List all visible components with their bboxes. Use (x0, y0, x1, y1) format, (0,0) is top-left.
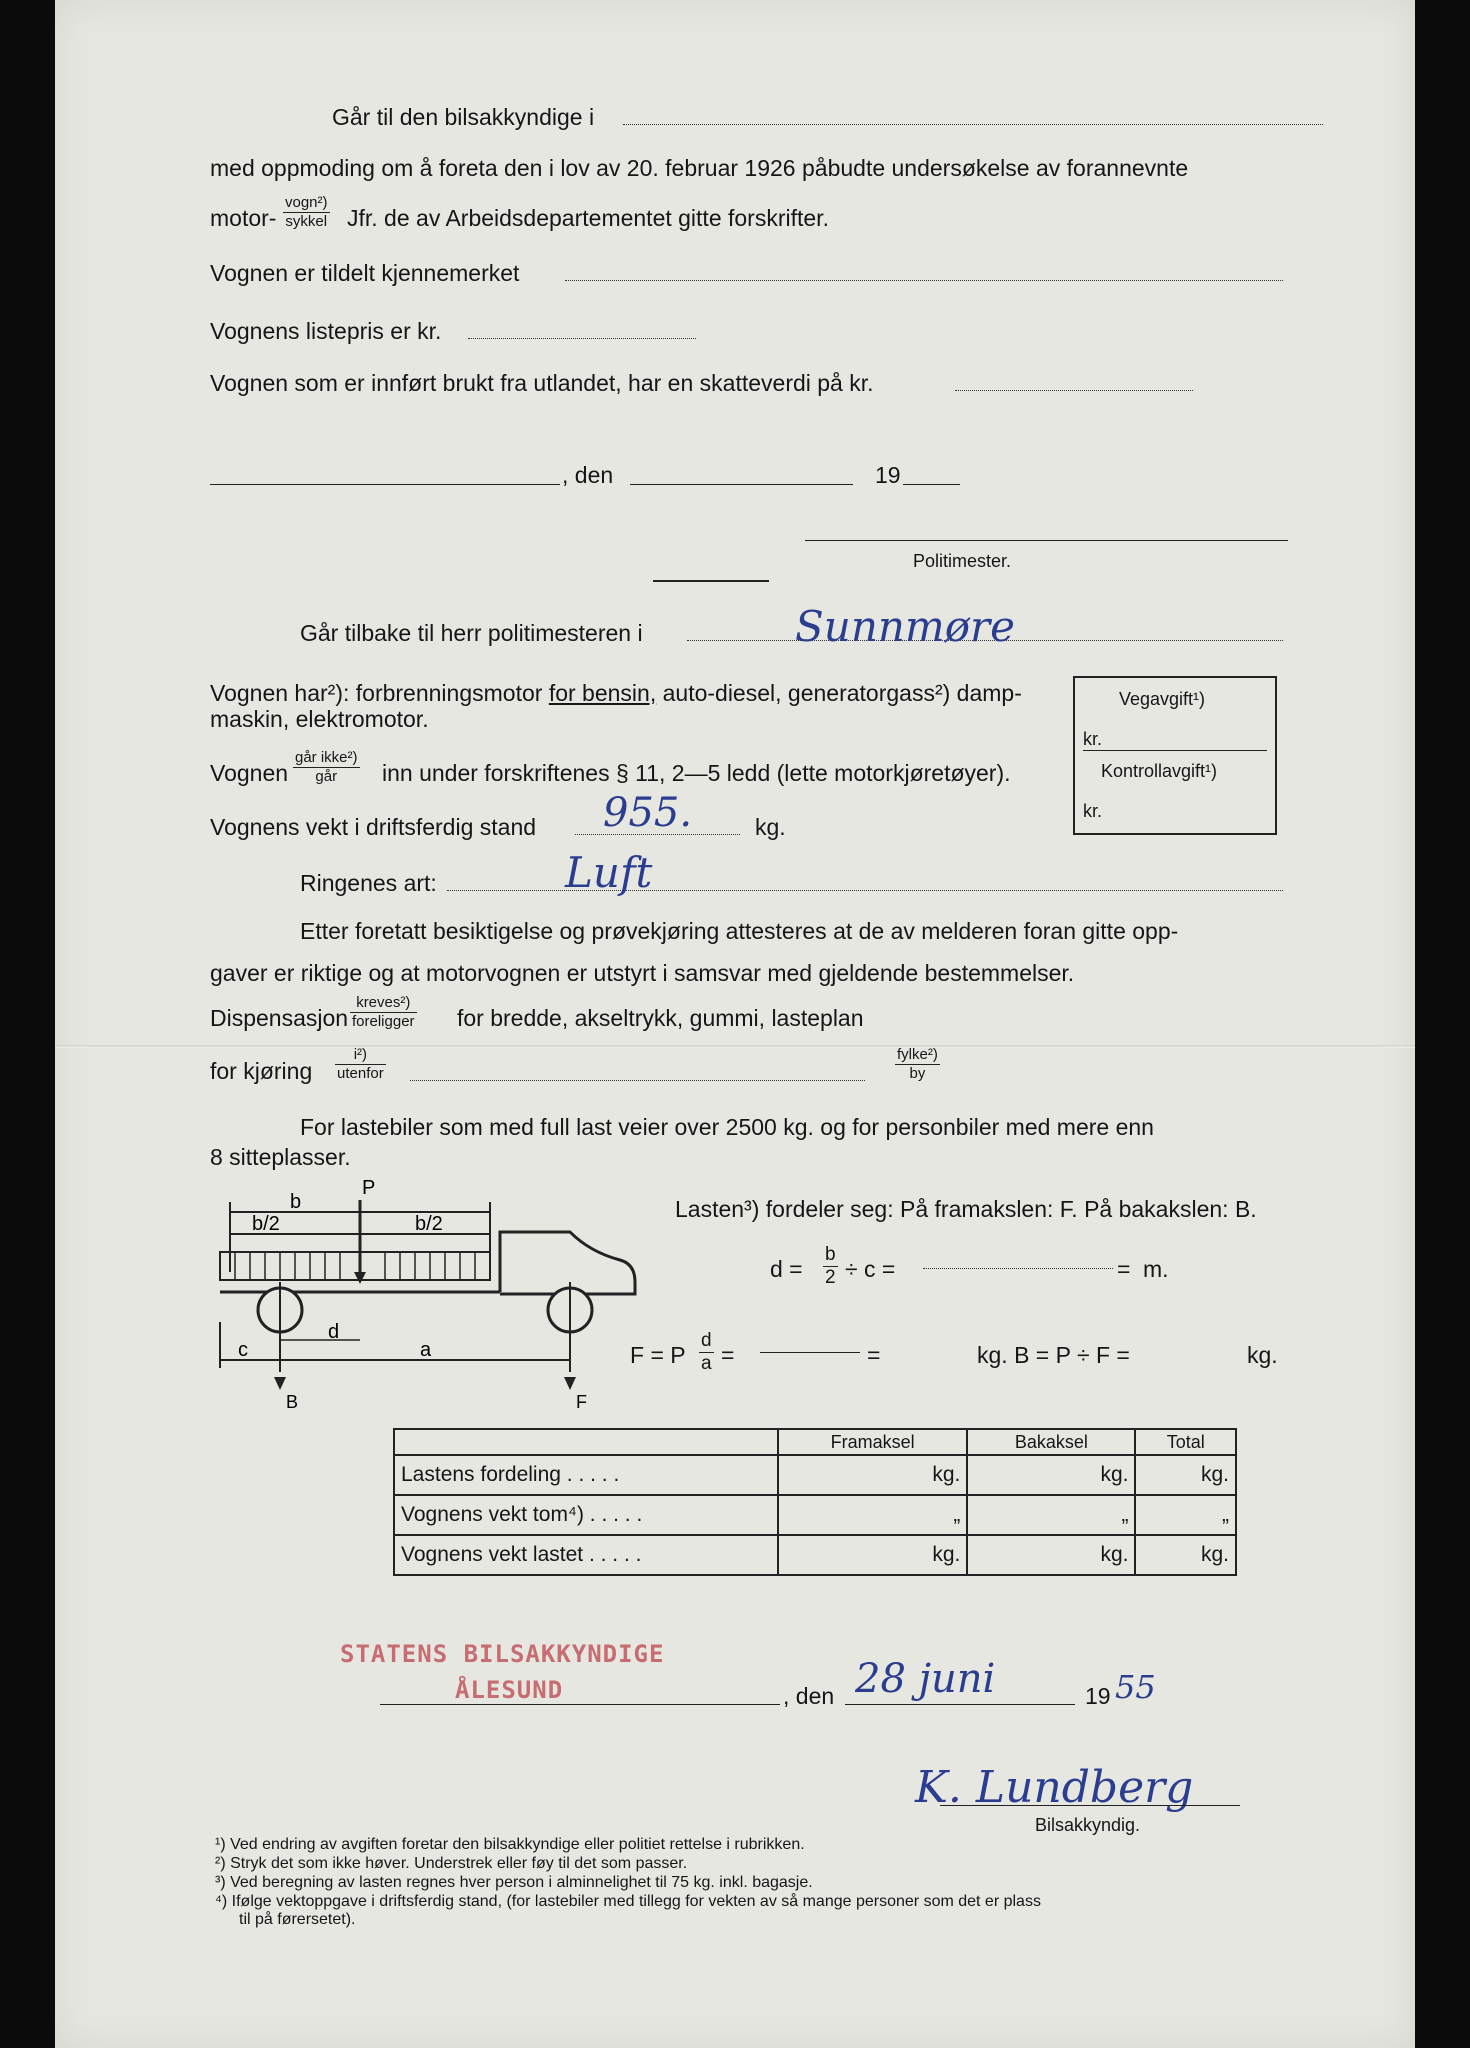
cell-framaksel[interactable]: kg. (778, 1455, 967, 1495)
footnote-3 (215, 1874, 813, 1891)
frac-gar-ikke: går ikke²) (295, 749, 358, 766)
driving-area-field[interactable] (410, 1080, 865, 1081)
cargo-bed (220, 1252, 490, 1280)
cell-total[interactable]: kg. (1135, 1455, 1236, 1495)
control-fee-kr: kr. (1083, 801, 1103, 821)
frac-by: by (909, 1065, 926, 1082)
engine-type-options: auto-diesel, generatorgass²) damp- (662, 680, 1022, 706)
list-price-label: Vognens listepris er kr. (210, 318, 442, 344)
header-bakaksel: Bakaksel (967, 1429, 1135, 1455)
sign-date-field[interactable] (845, 1704, 1075, 1705)
road-tax-kr: kr. (1083, 729, 1103, 749)
header-framaksel: Framaksel (778, 1429, 967, 1455)
date-den-label: , den (562, 462, 614, 488)
year-field[interactable] (903, 484, 960, 485)
politimester-signature-line[interactable] (805, 540, 1288, 541)
frac-d: d (701, 1330, 712, 1351)
footnote-text: Ifølge vektoppgave i driftsferdig stand, (for lastebiler med tillegg for vekten av så mange personer som det er plass (231, 1893, 1041, 1910)
formula-d-right: = (1117, 1256, 1131, 1282)
tax-value-field[interactable] (955, 390, 1193, 391)
truck-cab (500, 1232, 635, 1294)
attest-line-1: Etter foretatt besiktigelse og prøvekjøring attesteres at de av melderen foran gitte opp- (300, 918, 1179, 944)
header-blank (394, 1429, 778, 1455)
cell-framaksel[interactable]: „ (778, 1495, 967, 1535)
tyres-label: Ringenes art: (300, 870, 437, 896)
dispensation-label: Dispensasjon (210, 1005, 349, 1031)
frac-i: i²) (335, 1046, 386, 1065)
engine-line-b: maskin, elektromotor. (210, 706, 429, 732)
vogn-sykkel-fraction (283, 194, 330, 231)
table-row (394, 1495, 1236, 1535)
handwritten-weight: 955. (603, 790, 693, 836)
regulation-paragraph: inn under forskriftenes § 11, 2—5 ledd (lette motorkjøretøyer). (382, 760, 1011, 786)
motor-prefix: motor- (210, 205, 277, 231)
year-prefix: 19 (875, 462, 901, 488)
footnote-1 (215, 1836, 805, 1853)
b-over-2-fraction (823, 1244, 838, 1289)
cell-bakaksel[interactable]: kg. (967, 1455, 1135, 1495)
formula-f-field[interactable] (760, 1352, 860, 1353)
load-arrowhead (354, 1272, 366, 1284)
footnote-text: Ved beregning av lasten regnes hver person i alminnelighet til 75 kg. inkl. bagasje. (230, 1874, 813, 1891)
formula-d-mid: ÷ c = (845, 1256, 896, 1282)
d-over-a-fraction (699, 1330, 714, 1375)
label-d: d (328, 1321, 340, 1343)
cell-framaksel[interactable]: kg. (778, 1535, 967, 1575)
frac-fylke: fylke²) (897, 1046, 938, 1063)
driving-label: for kjøring (210, 1058, 313, 1084)
weight-label: Vognens vekt i driftsferdig stand (210, 814, 537, 840)
label-P: P (362, 1177, 376, 1199)
label-b-half-right: b/2 (415, 1213, 443, 1235)
sign-year-prefix: 19 (1085, 1683, 1111, 1709)
handwritten-tyres: Luft (565, 848, 653, 897)
sign-den-label: , den (783, 1683, 835, 1709)
footnote-4-cont (239, 1911, 355, 1928)
arrow-F (564, 1377, 576, 1390)
truck-text-2: 8 sitteplasser. (210, 1144, 351, 1170)
axle-load-diagram (210, 1172, 650, 1412)
request-text: med oppmoding om å foreta den i lov av 20. februar 1926 påbudte undersøkelse av forannevnte (210, 155, 1189, 181)
stamp-line-1: STATENS BILSAKKYNDIGE (340, 1640, 665, 1668)
frac-foreligger: foreligger (352, 1013, 415, 1030)
weight-unit: kg. (755, 814, 786, 840)
frac-2: 2 (825, 1267, 836, 1288)
table-row (394, 1455, 1236, 1495)
formula-b: kg. B = P ÷ F = (977, 1342, 1130, 1368)
truck-text-1: For lastebiler som med full last veier over 2500 kg. og for personbiler med mere enn (300, 1114, 1154, 1140)
engine-type-label: Vognen har²): forbrenningsmotor (210, 680, 543, 706)
handwritten-year: 55 (1115, 1668, 1156, 1706)
i-utenfor-fraction (335, 1046, 386, 1083)
dispensation-text: for bredde, akseltrykk, gummi, lasteplan (457, 1005, 864, 1031)
formula-b-unit: kg. (1247, 1342, 1278, 1368)
sent-to-label: Går til den bilsakkyndige i (332, 104, 595, 130)
handwritten-date: 28 juni (855, 1656, 996, 1702)
frac-vogn: vogn²) (285, 194, 328, 211)
frac-kreves: kreves²) (350, 994, 417, 1013)
label-B: B (286, 1392, 299, 1412)
footnote-text: Ved endring av avgiften foretar den bilsakkyndige eller politiet rettelse i rubrikken. (230, 1836, 805, 1853)
tax-value-label: Vognen som er innført brukt fra utlandet, har en skatteverdi på kr. (210, 370, 874, 396)
formula-d-left: d = (770, 1256, 803, 1282)
formula-f-eq: = (721, 1342, 735, 1368)
footnote-mark: ¹) (215, 1836, 226, 1853)
form-page (55, 0, 1415, 2048)
table-header-row (394, 1429, 1236, 1455)
formula-f-left: F = P (630, 1342, 686, 1368)
road-tax-field[interactable] (1083, 750, 1267, 751)
engine-line-a (210, 680, 1022, 706)
vognen-label: Vognen (210, 760, 289, 786)
footnote-4 (215, 1893, 1041, 1910)
frac-utenfor: utenfor (337, 1065, 384, 1082)
frac-a: a (701, 1353, 712, 1374)
label-c: c (238, 1339, 248, 1361)
row-label: Lastens fordeling . . . . . (394, 1455, 778, 1495)
frac-b: b (825, 1244, 836, 1265)
footnote-mark: ⁴) (215, 1893, 228, 1910)
formula-d-field[interactable] (923, 1268, 1113, 1269)
kreves-fraction (350, 994, 417, 1031)
footnote-2 (215, 1855, 687, 1872)
control-fee-label: Kontrollavgift¹) (1101, 761, 1218, 781)
fee-box (1073, 676, 1277, 835)
formula-f-eq2: = (867, 1342, 881, 1368)
cargo-hatching (235, 1252, 475, 1280)
separator (653, 580, 769, 582)
frac-gar: går (315, 768, 338, 785)
paper-fold (55, 1045, 1415, 1048)
label-F: F (576, 1392, 587, 1412)
stamp-line-2: ÅLESUND (455, 1676, 564, 1704)
table-row (394, 1535, 1236, 1575)
footnote-mark: ²) (215, 1855, 226, 1872)
cell-total[interactable]: „ (1135, 1495, 1236, 1535)
attest-line-2: gaver er riktige og at motorvognen er utstyrt i samsvar med gjeldende bestemmelser. (210, 960, 1075, 986)
handwritten-signature: K. Lundberg (915, 1762, 1194, 1813)
regulations-text: Jfr. de av Arbeidsdepartementet gitte forskrifter. (347, 205, 829, 231)
gar-ikke-fraction (293, 749, 360, 786)
engine-underlined-bensin: for bensin, (548, 680, 657, 706)
footnote-text: til på førersetet). (239, 1911, 356, 1928)
cell-bakaksel[interactable]: kg. (967, 1535, 1135, 1575)
load-distribution-text: Lasten³) fordeler seg: På framakslen: F. På bakakslen: B. (675, 1196, 1257, 1222)
registration-label: Vognen er tildelt kjennemerket (210, 260, 520, 286)
label-b-half-left: b/2 (252, 1213, 280, 1235)
bilsakkyndig-label: Bilsakkyndig. (1035, 1815, 1141, 1835)
footnote-mark: ³) (215, 1874, 226, 1891)
formula-d-unit: m. (1143, 1256, 1169, 1282)
cell-total[interactable]: kg. (1135, 1535, 1236, 1575)
row-label: Vognens vekt tom⁴) . . . . . (394, 1495, 778, 1535)
handwritten-district: Sunnmøre (795, 602, 1015, 651)
bilsakkyndig-signature-line[interactable] (940, 1805, 1240, 1806)
date-field[interactable] (630, 484, 853, 485)
fylke-by-fraction (895, 1046, 940, 1083)
frac-sykkel: sykkel (285, 213, 328, 230)
politimester-label: Politimester. (913, 551, 1012, 571)
road-tax-label: Vegavgift¹) (1119, 689, 1206, 709)
label-a: a (420, 1339, 432, 1361)
axle-load-table (393, 1428, 1237, 1576)
list-price-field[interactable] (468, 338, 696, 339)
sent-to-field[interactable] (623, 124, 1323, 125)
sign-place-field[interactable] (380, 1704, 780, 1705)
cell-bakaksel[interactable]: „ (967, 1495, 1135, 1535)
registration-field[interactable] (565, 280, 1283, 281)
return-label: Går tilbake til herr politimesteren i (300, 620, 643, 646)
place-field[interactable] (210, 484, 560, 485)
header-total: Total (1135, 1429, 1236, 1455)
row-label: Vognens vekt lastet . . . . . (394, 1535, 778, 1575)
arrow-B (274, 1377, 286, 1390)
footnote-text: Stryk det som ikke høver. Understrek eller føy til det som passer. (230, 1855, 688, 1872)
label-b: b (290, 1191, 302, 1213)
